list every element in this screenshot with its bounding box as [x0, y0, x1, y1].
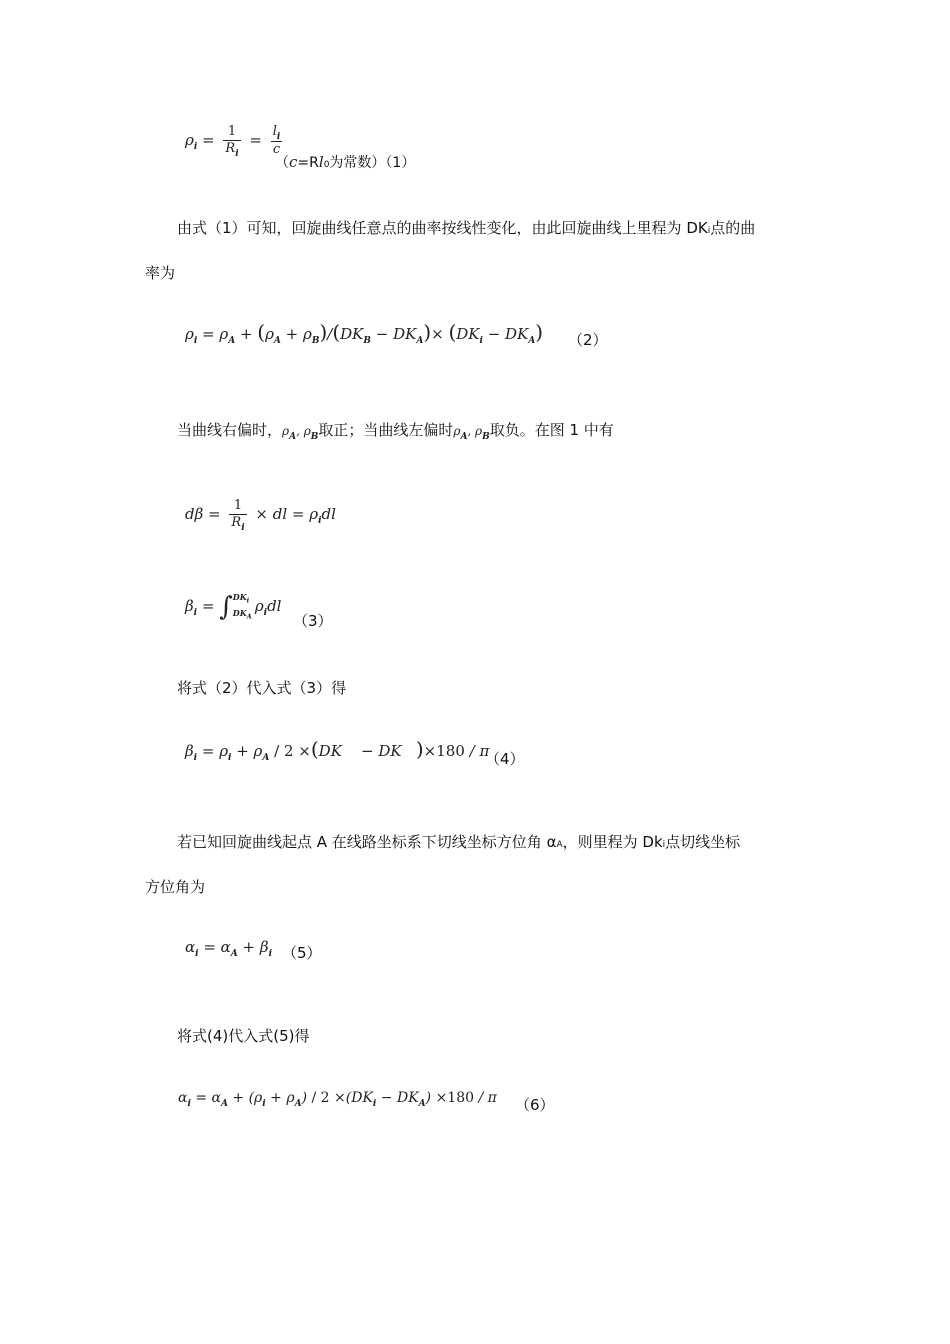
- equation-4: $\beta_i = \rho_i + \rho_A / 2 \times(DK$ − DK )×180 / π: [185, 737, 490, 763]
- paragraph-5: 将式(4)代入式(5)得: [177, 1027, 310, 1045]
- equation-5-number: （5）: [282, 944, 322, 962]
- equation-1-note: （c=Rl0为常数）（1）: [275, 153, 416, 171]
- paragraph-2: 当曲线右偏时，$\rho_A$, $\rho_B$取正；当曲线左偏时$\rho_A$, $\rho_B$取负。在图 1 中有: [177, 421, 614, 442]
- equation-6-number: （6）: [515, 1096, 555, 1114]
- paragraph-3: 将式（2）代入式（3）得: [177, 679, 347, 697]
- equation-3: $\beta_i = \int DK_i$ $DK_A\rho_idl$: [185, 592, 282, 622]
- equation-4-number: （4）: [485, 750, 525, 768]
- equation-6: $\alpha_i = \alpha_A + (\rho_i + \rho_A) / 2 \times(DK_i - DK_A) \times 180 / \pi$: [178, 1090, 497, 1109]
- paragraph-1-cont: 率为: [145, 264, 176, 282]
- equation-3-number: （3）: [293, 612, 333, 630]
- equation-1: $\rho_i$ = $\frac{1}{R_i}$ = $\frac{l_i}{c}$: [185, 124, 281, 159]
- equation-2: $\rho_i = \rho_A + (\rho_A + \rho_B)/(DK_B - DK_A)\times (DK_i - DK_A)$: [185, 320, 544, 346]
- paragraph-4: 若已知回旋曲线起点 A 在线路坐标系下切线坐标方位角 αA，则里程为 Dki点切线坐标: [177, 833, 741, 851]
- paragraph-1: 由式（1）可知，回旋曲线任意点的曲率按线性变化，由此回旋曲线上里程为 DKi点的曲: [177, 219, 756, 237]
- equation-5: $\alpha_i = \alpha_A + \beta_i$: [185, 938, 272, 959]
- equation-dbeta: dβ = $\frac{1}{R_i}$ × dl = $\rho_idl$: [185, 498, 336, 533]
- equation-2-number: （2）: [568, 331, 608, 349]
- paragraph-4-cont: 方位角为: [145, 878, 206, 896]
